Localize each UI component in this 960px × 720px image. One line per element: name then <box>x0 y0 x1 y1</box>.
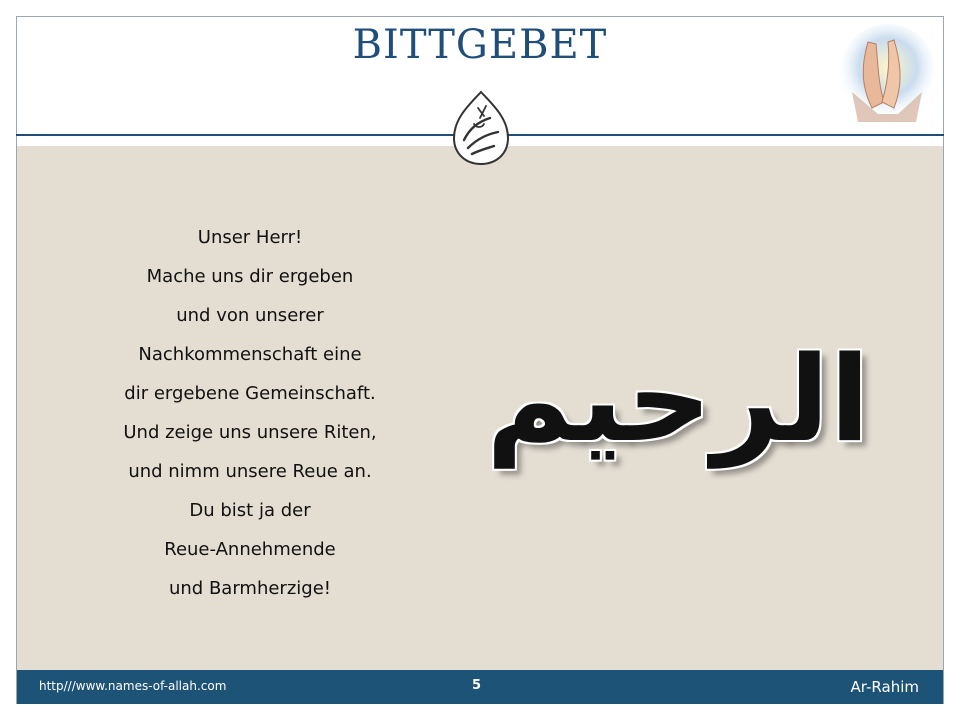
prayer-line: Du bist ja der <box>189 500 311 521</box>
prayer-line: Reue-Annehmende <box>164 539 336 560</box>
calligraphy-emblem-icon <box>448 88 514 168</box>
prayer-line: Unser Herr! <box>197 227 303 248</box>
praying-hands-icon <box>838 22 936 124</box>
prayer-line: und nimm unsere Reue an. <box>128 461 372 482</box>
prayer-line: dir ergebene Gemeinschaft. <box>124 383 376 404</box>
slide-title: BITTGEBET <box>352 22 608 68</box>
prayer-text <box>60 222 440 612</box>
prayer-line: Und zeige uns unsere Riten, <box>123 422 377 443</box>
prayer-line: und Barmherzige! <box>168 578 331 599</box>
footer-url: http///www.names-of-allah.com <box>39 679 227 693</box>
footer-name: Ar-Rahim <box>850 678 919 696</box>
prayer-line: und von unserer <box>176 305 324 326</box>
arabic-name: الرحيم <box>486 330 870 468</box>
footer-bar <box>17 670 943 704</box>
prayer-line: Nachkommenschaft eine <box>138 344 362 365</box>
prayer-line: Mache uns dir ergeben <box>146 266 354 287</box>
page-number: 5 <box>472 678 482 693</box>
